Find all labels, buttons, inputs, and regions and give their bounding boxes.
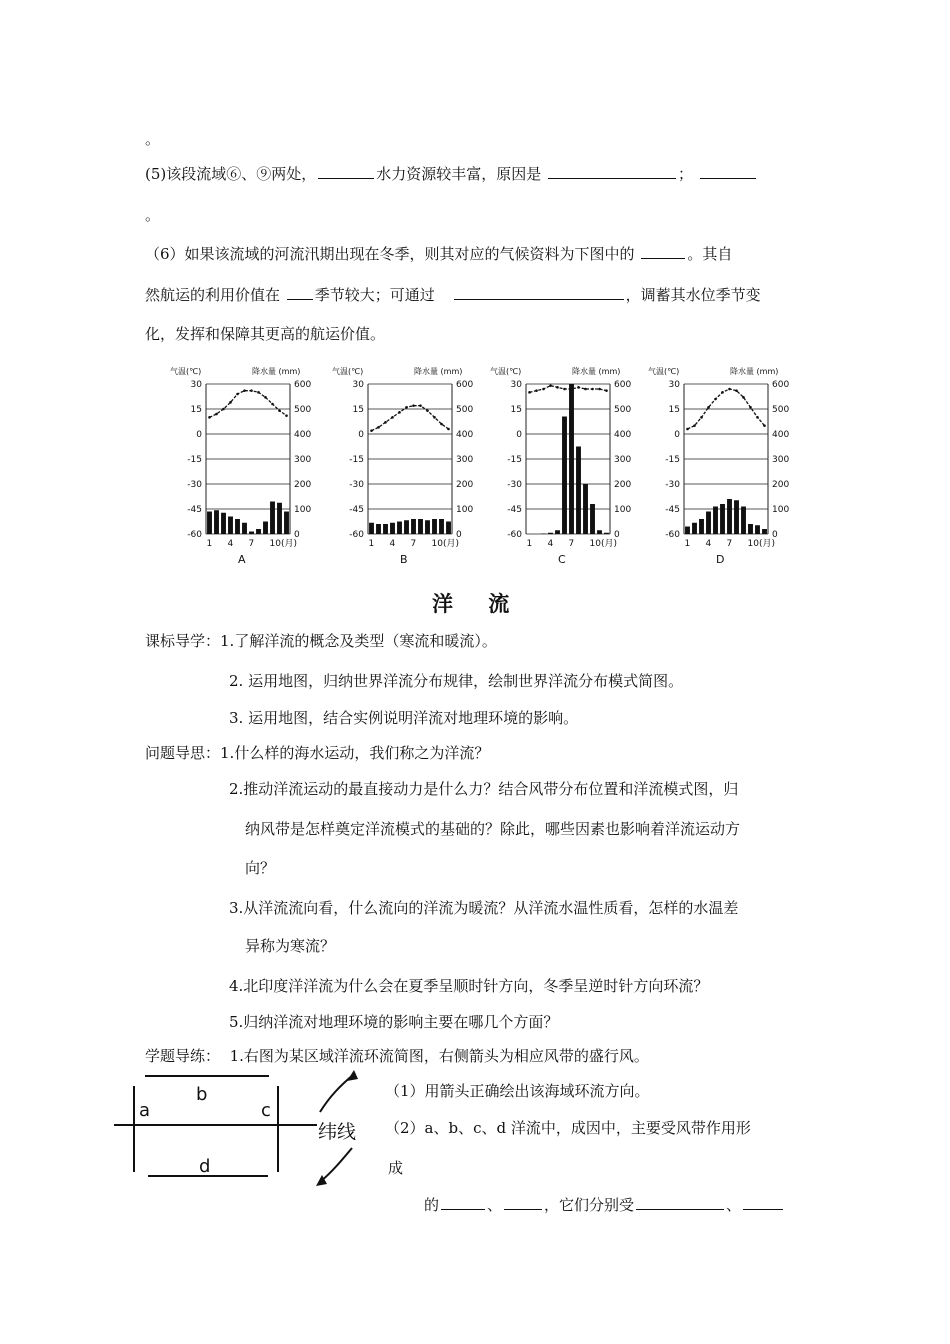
precip-bar bbox=[228, 517, 233, 535]
precip-bar bbox=[221, 513, 226, 534]
precip-bar bbox=[376, 524, 381, 534]
x-tick-label: 4 bbox=[227, 539, 234, 549]
temperature-point bbox=[229, 401, 232, 404]
temperature-line bbox=[372, 406, 449, 431]
precip-bar bbox=[270, 502, 275, 535]
xueti-text: 的 bbox=[424, 1196, 440, 1214]
temperature-line bbox=[530, 386, 607, 393]
wenti-line-1 bbox=[145, 742, 489, 763]
climate-chart-c bbox=[488, 362, 648, 576]
right-tick-label: 600 bbox=[772, 380, 790, 390]
climate-chart-a bbox=[168, 362, 328, 576]
climate-chart-svg bbox=[488, 362, 648, 572]
climate-chart-svg bbox=[330, 362, 490, 572]
temperature-point bbox=[570, 388, 573, 391]
left-tick-label: 30 bbox=[510, 380, 522, 390]
q6-text-c: 然航运的利用价值在 bbox=[145, 286, 281, 304]
precip-bar bbox=[235, 519, 240, 534]
left-tick-label: -30 bbox=[349, 480, 364, 490]
xueti-text: ，它们分别受 bbox=[544, 1196, 635, 1214]
chart-label: D bbox=[716, 553, 725, 566]
q6-text-b: 。其自 bbox=[687, 245, 733, 263]
temperature-point bbox=[426, 409, 429, 412]
precip-bar bbox=[432, 519, 437, 534]
temperature-point bbox=[728, 388, 731, 391]
question-6-line-2 bbox=[145, 284, 761, 305]
x-tick-label: 7 bbox=[248, 539, 255, 549]
temperature-point bbox=[405, 406, 408, 409]
precip-bar bbox=[685, 527, 690, 535]
climate-chart-b bbox=[330, 362, 490, 576]
right-tick-label: 600 bbox=[456, 380, 474, 390]
x-tick-label: 7 bbox=[726, 539, 733, 549]
precip-bar bbox=[277, 503, 282, 534]
x-tick-label: 10(月) bbox=[747, 539, 775, 549]
temperature-point bbox=[215, 413, 218, 416]
right-tick-label: 400 bbox=[614, 430, 632, 440]
left-tick-label: -30 bbox=[665, 480, 680, 490]
temperature-point bbox=[714, 398, 717, 401]
precip-bar bbox=[597, 530, 602, 534]
precip-bar bbox=[404, 520, 409, 534]
left-axis-label: 气温(℃) bbox=[648, 367, 680, 376]
x-tick-label: 10(月) bbox=[589, 539, 617, 549]
temperature-point bbox=[756, 416, 759, 419]
right-tick-label: 500 bbox=[614, 405, 632, 415]
blank[interactable] bbox=[700, 163, 756, 179]
wenti-q1: 1.什么样的海水运动，我们称之为洋流？ bbox=[220, 744, 490, 762]
temperature-point bbox=[433, 416, 436, 419]
blank[interactable] bbox=[318, 163, 374, 179]
temperature-point bbox=[278, 409, 281, 412]
left-tick-label: -60 bbox=[349, 530, 364, 540]
temperature-point bbox=[370, 429, 373, 432]
wenti-q3-l2: 异称为寒流？ bbox=[245, 937, 336, 955]
temperature-point bbox=[250, 389, 253, 392]
precip-bar bbox=[242, 523, 247, 534]
temperature-point bbox=[528, 391, 531, 394]
right-tick-label: 100 bbox=[772, 505, 790, 515]
x-tick-label: 1 bbox=[206, 539, 213, 549]
temperature-point bbox=[222, 408, 225, 411]
left-tick-label: 15 bbox=[352, 405, 364, 415]
x-tick-label: 10(月) bbox=[269, 539, 297, 549]
blank[interactable] bbox=[636, 1194, 724, 1210]
temperature-point bbox=[563, 388, 566, 391]
temperature-point bbox=[447, 428, 450, 431]
precip-bar bbox=[390, 523, 395, 534]
climate-chart-svg bbox=[168, 362, 328, 572]
temperature-point bbox=[686, 428, 689, 431]
wenti-q2-l3: 向？ bbox=[245, 859, 276, 877]
blank[interactable] bbox=[287, 284, 313, 300]
wenti-q2-l2: 纳风带是怎样奠定洋流模式的基础的？除此，哪些因素也影响着洋流运动方 bbox=[245, 820, 741, 838]
precip-bar bbox=[418, 519, 423, 534]
left-tick-label: -15 bbox=[187, 455, 202, 465]
precip-bar bbox=[256, 529, 261, 534]
x-tick-label: 7 bbox=[410, 539, 417, 549]
temperature-point bbox=[591, 388, 594, 391]
precip-bar bbox=[411, 519, 416, 534]
arrow-head-icon bbox=[347, 1070, 358, 1081]
wenti-q2-l1: 2.推动洋流运动的最直接动力是什么力？结合风带分布位置和洋流模式图，归 bbox=[229, 780, 739, 798]
temperature-point bbox=[721, 391, 724, 394]
x-tick-label: 4 bbox=[547, 539, 554, 549]
kebiao-label: 课标导学： bbox=[145, 632, 221, 650]
right-axis-label: 降水量 (mm) bbox=[730, 367, 779, 376]
precip-bar bbox=[604, 533, 609, 534]
left-tick-label: 15 bbox=[668, 405, 680, 415]
right-axis-label: 降水量 (mm) bbox=[572, 367, 621, 376]
left-tick-label: -60 bbox=[665, 530, 680, 540]
precip-bar bbox=[397, 522, 402, 535]
right-tick-label: 200 bbox=[772, 480, 790, 490]
precip-bar bbox=[562, 417, 567, 535]
precip-bar bbox=[727, 499, 732, 534]
left-tick-label: -45 bbox=[349, 505, 364, 515]
temperature-point bbox=[243, 389, 246, 392]
question-5-line bbox=[145, 163, 758, 184]
temperature-point bbox=[419, 404, 422, 407]
temperature-point bbox=[236, 393, 239, 396]
q6-text-a: （6）如果该流域的河流汛期出现在冬季，则其对应的气候资料为下图中的 bbox=[145, 245, 635, 263]
temperature-point bbox=[549, 384, 552, 387]
label-b: b bbox=[196, 1084, 208, 1105]
left-tick-label: -15 bbox=[665, 455, 680, 465]
right-tick-label: 0 bbox=[294, 530, 300, 540]
xueti-line-1 bbox=[145, 1045, 649, 1066]
precip-bar bbox=[569, 384, 574, 534]
right-tick-label: 300 bbox=[614, 455, 632, 465]
x-tick-label: 4 bbox=[705, 539, 712, 549]
temperature-point bbox=[584, 388, 587, 391]
right-tick-label: 500 bbox=[456, 405, 474, 415]
left-tick-label: 0 bbox=[358, 430, 364, 440]
kebiao-line-1 bbox=[145, 630, 497, 651]
right-tick-label: 200 bbox=[614, 480, 632, 490]
kebiao-item: 1.了解洋流的概念及类型（寒流和暖流）。 bbox=[220, 632, 497, 650]
q5-text-b: 水力资源较丰富，原因是 bbox=[376, 165, 542, 183]
right-tick-label: 0 bbox=[456, 530, 462, 540]
right-tick-label: 100 bbox=[456, 505, 474, 515]
precip-bar bbox=[590, 504, 595, 534]
temperature-point bbox=[693, 424, 696, 427]
left-tick-label: -45 bbox=[187, 505, 202, 515]
climate-chart-svg bbox=[646, 362, 806, 572]
left-axis-label: 气温(℃) bbox=[170, 367, 202, 376]
x-tick-label: 1 bbox=[684, 539, 691, 549]
precip-bar bbox=[755, 525, 760, 534]
left-tick-label: 0 bbox=[196, 430, 202, 440]
right-axis-label: 降水量 (mm) bbox=[414, 367, 463, 376]
q5-text-a: (5)该段流域⑥、⑨两处， bbox=[145, 165, 317, 183]
temperature-point bbox=[440, 423, 443, 426]
right-tick-label: 500 bbox=[772, 405, 790, 415]
left-tick-label: 15 bbox=[190, 405, 202, 415]
precip-bar bbox=[583, 484, 588, 534]
question-6-line-3: 化，发挥和保障其更高的航运价值。 bbox=[145, 325, 386, 343]
temperature-point bbox=[707, 406, 710, 409]
precip-bar bbox=[720, 504, 725, 534]
right-tick-label: 600 bbox=[294, 380, 312, 390]
left-tick-label: 30 bbox=[352, 380, 364, 390]
xueti-text: 、 bbox=[487, 1196, 503, 1214]
precip-bar bbox=[699, 519, 704, 534]
blank[interactable] bbox=[743, 1194, 783, 1210]
left-tick-label: 0 bbox=[516, 430, 522, 440]
wenti-q5: 5.归纳洋流对地理环境的影响主要在哪几个方面？ bbox=[229, 1013, 559, 1031]
precip-bar bbox=[734, 500, 739, 534]
temperature-point bbox=[412, 404, 415, 407]
right-tick-label: 0 bbox=[772, 530, 778, 540]
q6-text-e: ，调蓄其水位季节变 bbox=[625, 286, 761, 304]
blank[interactable] bbox=[641, 243, 685, 259]
section-heading: 洋 流 bbox=[432, 591, 524, 616]
x-tick-label: 1 bbox=[368, 539, 375, 549]
right-tick-label: 400 bbox=[294, 430, 312, 440]
label-d: d bbox=[199, 1156, 211, 1177]
precip-bar bbox=[541, 534, 546, 535]
precip-bar bbox=[548, 533, 553, 534]
temperature-point bbox=[735, 389, 738, 392]
right-tick-label: 500 bbox=[294, 405, 312, 415]
left-tick-label: -30 bbox=[507, 480, 522, 490]
precip-bar bbox=[576, 447, 581, 535]
left-tick-label: -15 bbox=[507, 455, 522, 465]
right-tick-label: 300 bbox=[456, 455, 474, 465]
label-c: c bbox=[261, 1100, 271, 1121]
temperature-point bbox=[700, 416, 703, 419]
question-6-line-1 bbox=[145, 243, 732, 264]
blank[interactable] bbox=[454, 284, 624, 300]
q5-end: 。 bbox=[145, 206, 161, 224]
temperature-point bbox=[763, 424, 766, 427]
q5-text-c: ； bbox=[678, 165, 694, 183]
temperature-point bbox=[377, 426, 380, 429]
temperature-point bbox=[535, 389, 538, 392]
left-tick-label: 0 bbox=[674, 430, 680, 440]
chart-label: C bbox=[558, 553, 566, 566]
temperature-point bbox=[749, 406, 752, 409]
xueti-sub2-b: 成 bbox=[388, 1159, 404, 1177]
precip-bar bbox=[706, 512, 711, 535]
right-tick-label: 300 bbox=[294, 455, 312, 465]
period-line: 。 bbox=[145, 130, 161, 148]
temperature-point bbox=[391, 416, 394, 419]
precip-bar bbox=[555, 530, 560, 534]
temperature-point bbox=[598, 388, 601, 391]
temperature-point bbox=[264, 396, 267, 399]
xueti-sub2: （2）a、b、c、d 洋流中，成因中，主要受风带作用形 bbox=[385, 1119, 751, 1137]
x-tick-label: 4 bbox=[389, 539, 396, 549]
right-tick-label: 100 bbox=[614, 505, 632, 515]
xueti-intro: 1.右图为某区域洋流环流简图，右侧箭头为相应风带的盛行风。 bbox=[229, 1047, 649, 1065]
xueti-sub1: （1）用箭头正确绘出该海域环流方向。 bbox=[385, 1082, 650, 1100]
ocean-current-diagram[interactable] bbox=[112, 1068, 382, 1188]
xueti-label: 学题导练： bbox=[145, 1047, 221, 1065]
latitude-label: 纬线 bbox=[318, 1121, 357, 1143]
blank[interactable] bbox=[441, 1194, 485, 1210]
right-tick-label: 200 bbox=[294, 480, 312, 490]
blank[interactable] bbox=[548, 163, 676, 179]
temperature-line bbox=[210, 391, 287, 418]
precip-bar bbox=[741, 507, 746, 535]
left-tick-label: -60 bbox=[187, 530, 202, 540]
precip-bar bbox=[284, 512, 289, 535]
left-tick-label: -60 bbox=[507, 530, 522, 540]
kebiao-item: 2. 运用地图，归纳世界洋流分布规律，绘制世界洋流分布模式简图。 bbox=[229, 672, 684, 690]
temperature-point bbox=[742, 396, 745, 399]
x-tick-label: 7 bbox=[568, 539, 575, 549]
x-tick-label: 1 bbox=[526, 539, 533, 549]
kebiao-item: 3. 运用地图，结合实例说明洋流对地理环境的影响。 bbox=[229, 709, 579, 727]
right-tick-label: 300 bbox=[772, 455, 790, 465]
temperature-point bbox=[208, 416, 211, 419]
precip-bar bbox=[249, 532, 254, 535]
right-tick-label: 0 bbox=[614, 530, 620, 540]
left-tick-label: -45 bbox=[665, 505, 680, 515]
temperature-point bbox=[542, 388, 545, 391]
label-a: a bbox=[139, 1100, 151, 1121]
temperature-point bbox=[384, 421, 387, 424]
left-axis-label: 气温(℃) bbox=[490, 367, 522, 376]
wenti-q4: 4.北印度洋洋流为什么会在夏季呈顺时针方向，冬季呈逆时针方向环流？ bbox=[229, 977, 709, 995]
right-axis-label: 降水量 (mm) bbox=[252, 367, 301, 376]
temperature-point bbox=[398, 411, 401, 414]
xueti-text: 、 bbox=[726, 1196, 742, 1214]
wenti-q3-l1: 3.从洋流流向看，什么流向的洋流为暖流？从洋流水温性质看，怎样的水温差 bbox=[229, 899, 739, 917]
temperature-point bbox=[257, 391, 260, 394]
precip-bar bbox=[446, 522, 451, 535]
precip-bar bbox=[383, 524, 388, 534]
chart-label: B bbox=[400, 553, 408, 566]
wenti-label: 问题导思： bbox=[145, 744, 221, 762]
climate-chart-d bbox=[646, 362, 806, 576]
chart-label: A bbox=[238, 553, 246, 566]
xueti-sub2-line bbox=[424, 1194, 785, 1215]
precip-bar bbox=[425, 520, 430, 534]
right-tick-label: 400 bbox=[456, 430, 474, 440]
temperature-point bbox=[285, 414, 288, 417]
left-tick-label: 30 bbox=[668, 380, 680, 390]
precip-bar bbox=[207, 512, 212, 535]
left-tick-label: -30 bbox=[187, 480, 202, 490]
right-tick-label: 100 bbox=[294, 505, 312, 515]
right-tick-label: 600 bbox=[614, 380, 632, 390]
precip-bar bbox=[369, 523, 374, 534]
right-tick-label: 200 bbox=[456, 480, 474, 490]
precip-bar bbox=[748, 524, 753, 534]
precip-bar bbox=[692, 523, 697, 534]
precip-bar bbox=[214, 510, 219, 534]
temperature-point bbox=[556, 386, 559, 389]
q6-text-d: 季节较大；可通过 bbox=[314, 286, 435, 304]
left-tick-label: 30 bbox=[190, 380, 202, 390]
precip-bar bbox=[762, 529, 767, 534]
right-tick-label: 400 bbox=[772, 430, 790, 440]
precip-bar bbox=[263, 522, 268, 535]
temperature-point bbox=[605, 389, 608, 392]
left-axis-label: 气温(℃) bbox=[332, 367, 364, 376]
x-tick-label: 10(月) bbox=[431, 539, 459, 549]
precip-bar bbox=[439, 519, 444, 534]
left-tick-label: -45 bbox=[507, 505, 522, 515]
left-tick-label: -15 bbox=[349, 455, 364, 465]
wind-arrow-lower bbox=[320, 1148, 352, 1182]
precip-bar bbox=[713, 507, 718, 535]
blank[interactable] bbox=[504, 1194, 542, 1210]
left-tick-label: 15 bbox=[510, 405, 522, 415]
temperature-point bbox=[577, 386, 580, 389]
temperature-point bbox=[271, 403, 274, 406]
